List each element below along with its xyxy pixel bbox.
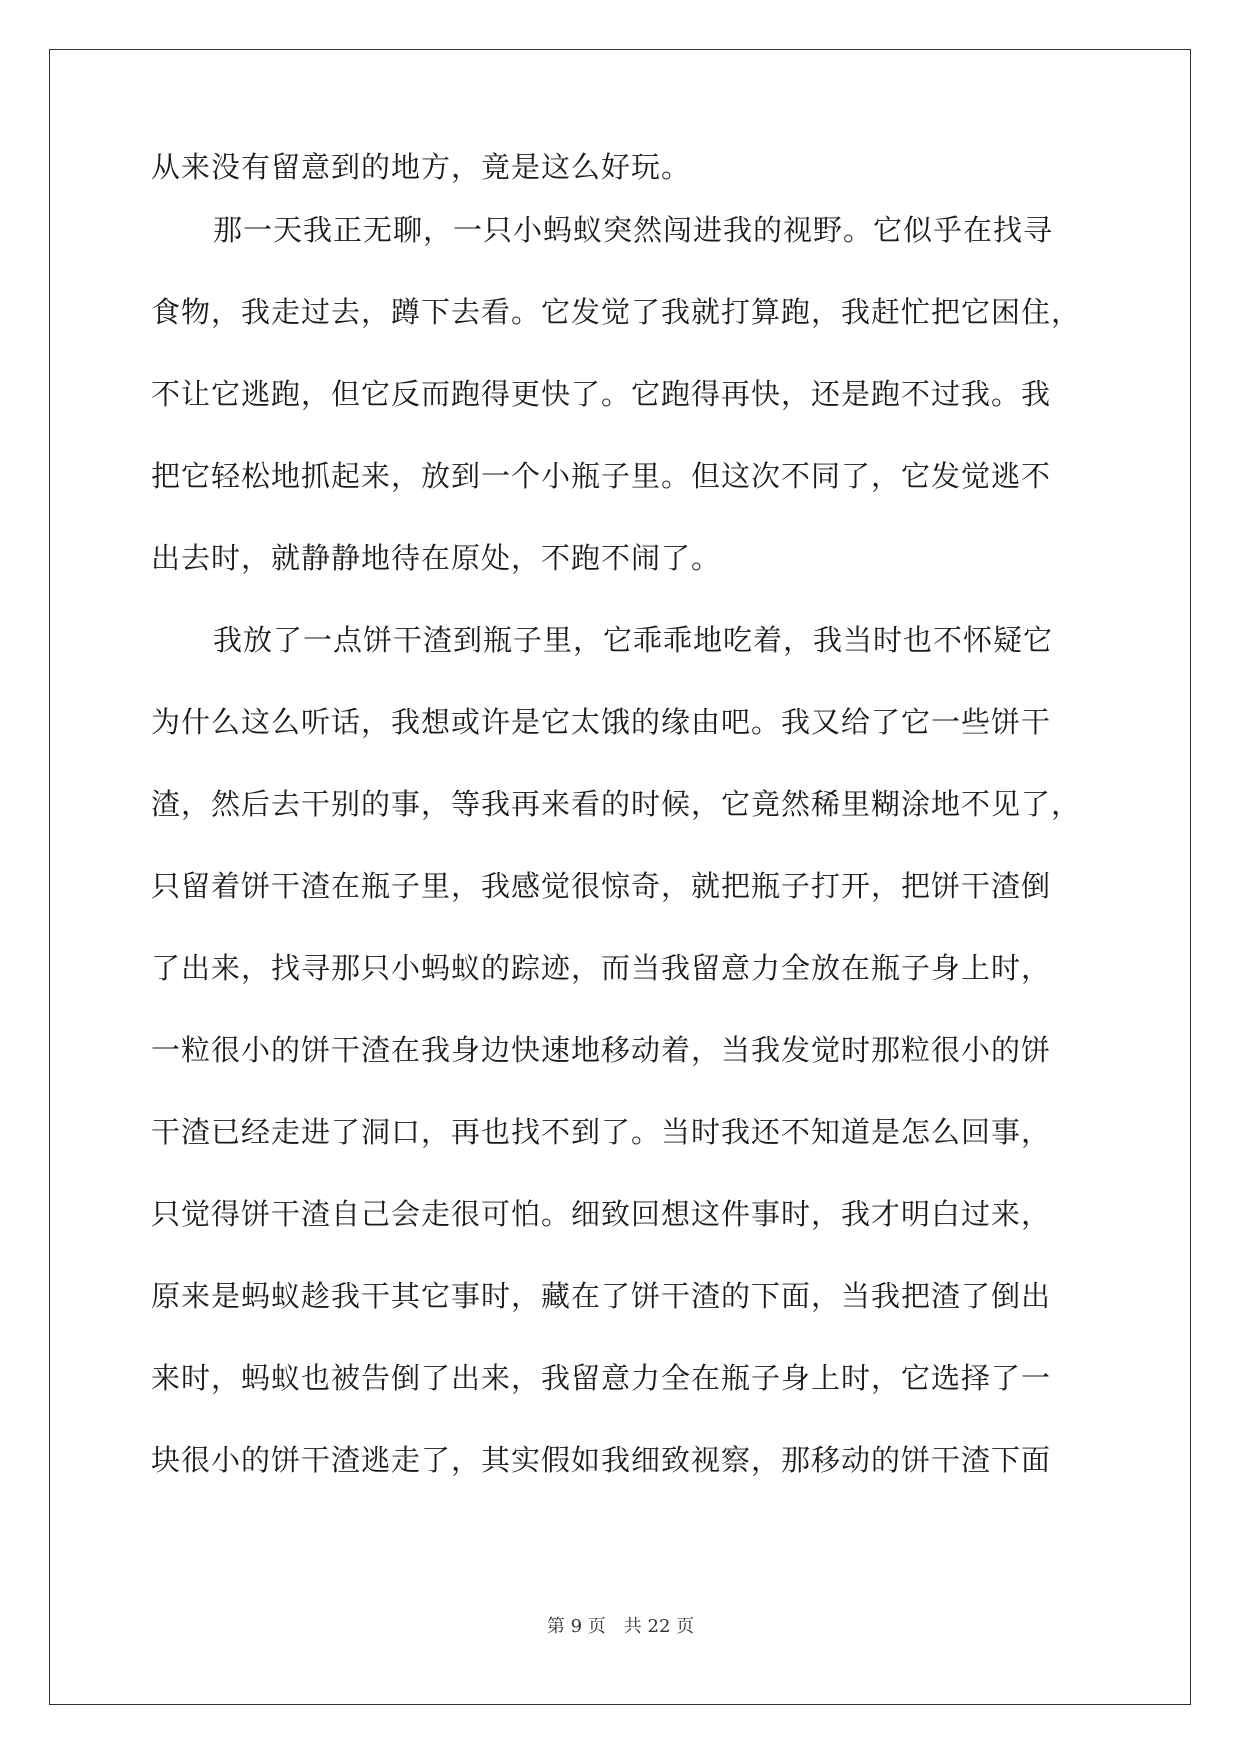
text-line: 一粒很小的饼干渣在我身边快速地移动着，当我发觉时那粒很小的饼 xyxy=(151,1033,1052,1067)
text-line: 为什么这么听话，我想或许是它太饿的缘由吧。我又给了它一些饼干 xyxy=(151,705,1052,739)
page-number-footer: 第 9 页 共 22 页 xyxy=(546,1616,695,1637)
text-line: 把它轻松地抓起来，放到一个小瓶子里。但这次不同了，它发觉逃不 xyxy=(151,459,1052,493)
text-line: 我放了一点饼干渣到瓶子里，它乖乖地吃着，我当时也不怀疑它 xyxy=(213,623,1054,657)
text-line: 只留着饼干渣在瓶子里，我感觉很惊奇，就把瓶子打开，把饼干渣倒 xyxy=(151,869,1052,903)
text-line: 不让它逃跑，但它反而跑得更快了。它跑得再快，还是跑不过我。我 xyxy=(151,377,1052,411)
text-line: 渣，然后去干别的事，等我再来看的时候，它竟然稀里糊涂地不见了， xyxy=(151,787,1082,821)
text-line: 从来没有留意到的地方，竟是这么好玩。 xyxy=(151,150,692,184)
text-line: 食物，我走过去，蹲下去看。它发觉了我就打算跑，我赶忙把它困住， xyxy=(151,295,1082,329)
text-line: 那一天我正无聊，一只小蚂蚁突然闯进我的视野。它似乎在找寻 xyxy=(213,213,1054,247)
text-line: 干渣已经走进了洞口，再也找不到了。当时我还不知道是怎么回事， xyxy=(151,1115,1052,1149)
text-line: 了出来，找寻那只小蚂蚁的踪迹，而当我留意力全放在瓶子身上时， xyxy=(151,951,1052,985)
text-line: 原来是蚂蚁趁我干其它事时，藏在了饼干渣的下面，当我把渣了倒出 xyxy=(151,1279,1052,1313)
text-line: 来时，蚂蚁也被告倒了出来，我留意力全在瓶子身上时，它选择了一 xyxy=(151,1361,1052,1395)
text-line: 只觉得饼干渣自己会走很可怕。细致回想这件事时，我才明白过来， xyxy=(151,1197,1052,1231)
text-line: 出去时，就静静地待在原处，不跑不闹了。 xyxy=(151,541,722,575)
text-line: 块很小的饼干渣逃走了，其实假如我细致视察，那移动的饼干渣下面 xyxy=(151,1443,1052,1477)
document-body xyxy=(151,145,1091,1501)
